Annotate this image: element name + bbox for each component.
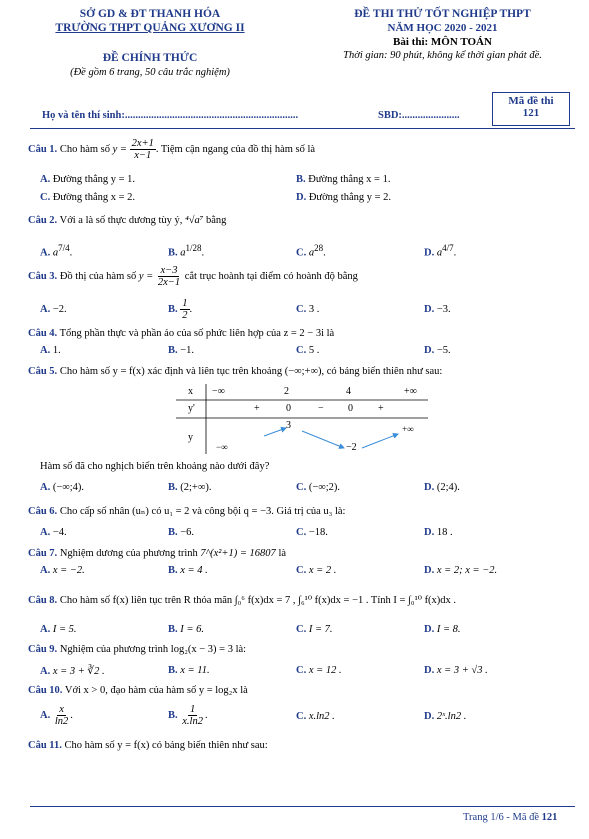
question-3: Câu 3. Đồ thị của hàm số y = $\frac{x-3}{2x-1}$ cắt trục hoành tại điểm có hoành độ bằng (28, 265, 358, 288)
question-5: Câu 5. Cho hàm số y = f(x) xác định và liên tục trên khoảng (−∞;+∞), có bảng biến thiên như sau: (28, 366, 443, 377)
exam-time: Thời gian: 90 phút, không kể thời gian phát đề. (343, 50, 542, 61)
pages-note: (Đề gồm 6 trang, 50 câu trắc nghiệm) (70, 67, 230, 78)
q6-option-a[interactable]: A. −4. (40, 527, 67, 538)
official-label: ĐỀ CHÍNH THỨC (102, 52, 198, 64)
q5-question: Hàm số đã cho nghịch biến trên khoảng nào dưới đây? (40, 461, 270, 472)
sbd-field: SBD:...................... (378, 110, 460, 121)
table-y-val: 3 (286, 420, 291, 431)
q5-option-b[interactable]: B. (2;+∞). (168, 482, 212, 493)
question-9: Câu 9. Nghiệm của phương trình log₂(x − 3) = 3 là: (28, 644, 247, 655)
table-sign: − (318, 403, 324, 414)
q8-option-a[interactable]: A. I = 5. (40, 624, 77, 635)
q1-option-d[interactable]: D. Đường thẳng y = 2. (296, 192, 392, 203)
table-y-val: −∞ (216, 442, 228, 452)
table-yp-label: y' (188, 403, 195, 414)
q5-option-d[interactable]: D. (2;4). (424, 482, 460, 493)
question-text: Cho hàm số (59, 143, 110, 155)
table-y-label: y (188, 432, 193, 443)
school-year: NĂM HỌC 2020 - 2021 (387, 22, 498, 34)
q3-option-a[interactable]: A. −2. (40, 304, 67, 315)
q10-option-d[interactable]: D. 2ˣ.ln2 . (424, 711, 467, 722)
school-name: TRƯỜNG THPT QUẢNG XƯƠNG II (55, 22, 245, 34)
q9-option-d[interactable]: D. x = 3 + √3 . (424, 665, 488, 676)
table-x-label: x (188, 386, 193, 397)
header-divider (30, 128, 575, 129)
table-x-val: 4 (346, 386, 351, 397)
q10-option-c[interactable]: C. x.ln2 . (296, 711, 335, 722)
q1-option-c[interactable]: C. Đường thẳng x = 2. (40, 192, 136, 203)
question-8: Câu 8. Cho hàm số f(x) liên tục trên R thỏa mãn ∫₀⁶ f(x)dx = 7 , ∫₆¹⁰ f(x)dx = −1 . Tính I = ∫₀¹⁰ f(x)dx . (28, 595, 457, 606)
table-y-val: +∞ (402, 424, 414, 434)
table-sign: 0 (348, 403, 353, 414)
q1-option-b[interactable]: B. Đường thẳng x = 1. (296, 174, 391, 185)
q6-option-d[interactable]: D. 18 . (424, 527, 453, 538)
q2-option-c[interactable]: C. $a^{28}$. (296, 243, 326, 259)
q4-option-b[interactable]: B. −1. (168, 345, 195, 356)
q4-option-c[interactable]: C. 5 . (296, 345, 320, 356)
table-x-val: 2 (284, 386, 289, 397)
q2-option-b[interactable]: B. $a^{1/28}$. (168, 243, 205, 259)
q9-option-b[interactable]: B. x = 11. (168, 665, 210, 676)
footer-divider (30, 806, 575, 807)
q9-option-c[interactable]: C. x = 12 . (296, 665, 342, 676)
q4-option-d[interactable]: D. −5. (424, 345, 451, 356)
q7-option-b[interactable]: B. x = 4 . (168, 565, 208, 576)
footer-code: 121 (541, 812, 558, 823)
q8-option-b[interactable]: B. I = 6. (168, 624, 204, 635)
q1-option-a[interactable]: A. Đường thẳng y = 1. (40, 174, 136, 185)
q5-option-a[interactable]: A. (−∞;4). (40, 482, 85, 493)
fraction: $\frac{2x+1}{x-1}$ (131, 138, 154, 161)
exam-code-value: 121 (522, 107, 540, 119)
q9-option-a[interactable]: A. x = 3 + ∛2 . (40, 666, 105, 677)
table-x-val: −∞ (212, 386, 225, 397)
department: SỞ GD & ĐT THANH HÓA (79, 8, 221, 20)
q10-option-a[interactable]: A. $\frac{x}{\ln 2}$ . (40, 704, 73, 727)
q8-option-c[interactable]: C. I = 7. (296, 624, 333, 635)
q3-option-b[interactable]: B. $\frac{1}{2}$ . (168, 298, 193, 321)
q7-option-c[interactable]: C. x = 2 . (296, 565, 337, 576)
footer-text: Trang 1/6 - Mã đề (463, 812, 540, 823)
table-sign: + (378, 403, 384, 414)
q2-option-d[interactable]: D. $a^{4/7}$. (424, 243, 457, 259)
q8-option-d[interactable]: D. I = 8. (424, 624, 461, 635)
q7-option-d[interactable]: D. x = 2; x = −2. (424, 565, 498, 576)
exam-code-label: Mã đề thi (508, 95, 554, 107)
q3-option-d[interactable]: D. −3. (424, 304, 451, 315)
table-x-val: +∞ (404, 386, 417, 397)
question-10: Câu 10. Với x > 0, đạo hàm của hàm số y = log₂x là (28, 685, 248, 696)
q6-option-b[interactable]: B. −6. (168, 527, 195, 538)
page-footer (463, 812, 557, 823)
table-sign: + (254, 403, 260, 414)
exam-code-box (492, 92, 570, 126)
q6-option-c[interactable]: C. −18. (296, 527, 328, 538)
subject: Bài thi: MÔN TOÁN (393, 36, 492, 48)
question-11: Câu 11. Cho hàm số y = f(x) có bảng biến thiên như sau: (28, 740, 268, 751)
q3-option-c[interactable]: C. 3 . (296, 304, 320, 315)
table-y-val: −2 (346, 442, 357, 453)
variation-table (176, 384, 428, 454)
q5-option-c[interactable]: C. (−∞;2). (296, 482, 341, 493)
q4-option-a[interactable]: A. 1. (40, 345, 61, 356)
question-6: Câu 6. Cho cấp số nhân (uₙ) có u₁ = 2 và công bội q = −3. Giá trị của u₃ là: (28, 506, 346, 517)
q7-option-a[interactable]: A. x = −2. (40, 565, 85, 576)
question-2: Câu 2. Với a là số thực dương tùy ý, ⁴√a⁷ bằng (28, 215, 227, 226)
question-1: Câu 1. Cho hàm số y = $\frac{2x+1}{x-1}$ . Tiệm cận ngang của đồ thị hàm số là (28, 138, 316, 161)
question-7: Câu 7. Nghiệm dương của phương trình 7^(x²+1) = 16807 là (28, 548, 287, 559)
student-name-field: Họ và tên thí sinh:.................................................................. (42, 110, 299, 121)
q2-option-a[interactable]: A. $a^{7/4}$. (40, 243, 73, 259)
q10-option-b[interactable]: B. $\frac{1}{x.\ln 2}$ . (168, 704, 208, 727)
table-sign: 0 (286, 403, 291, 414)
exam-title: ĐỀ THI THỬ TỐT NGHIỆP THPT (354, 8, 531, 20)
question-label: Câu 1. (28, 143, 58, 155)
question-4: Câu 4. Tổng phần thực và phần ảo của số phức liên hợp của z = 2 − 3i là (28, 328, 335, 339)
